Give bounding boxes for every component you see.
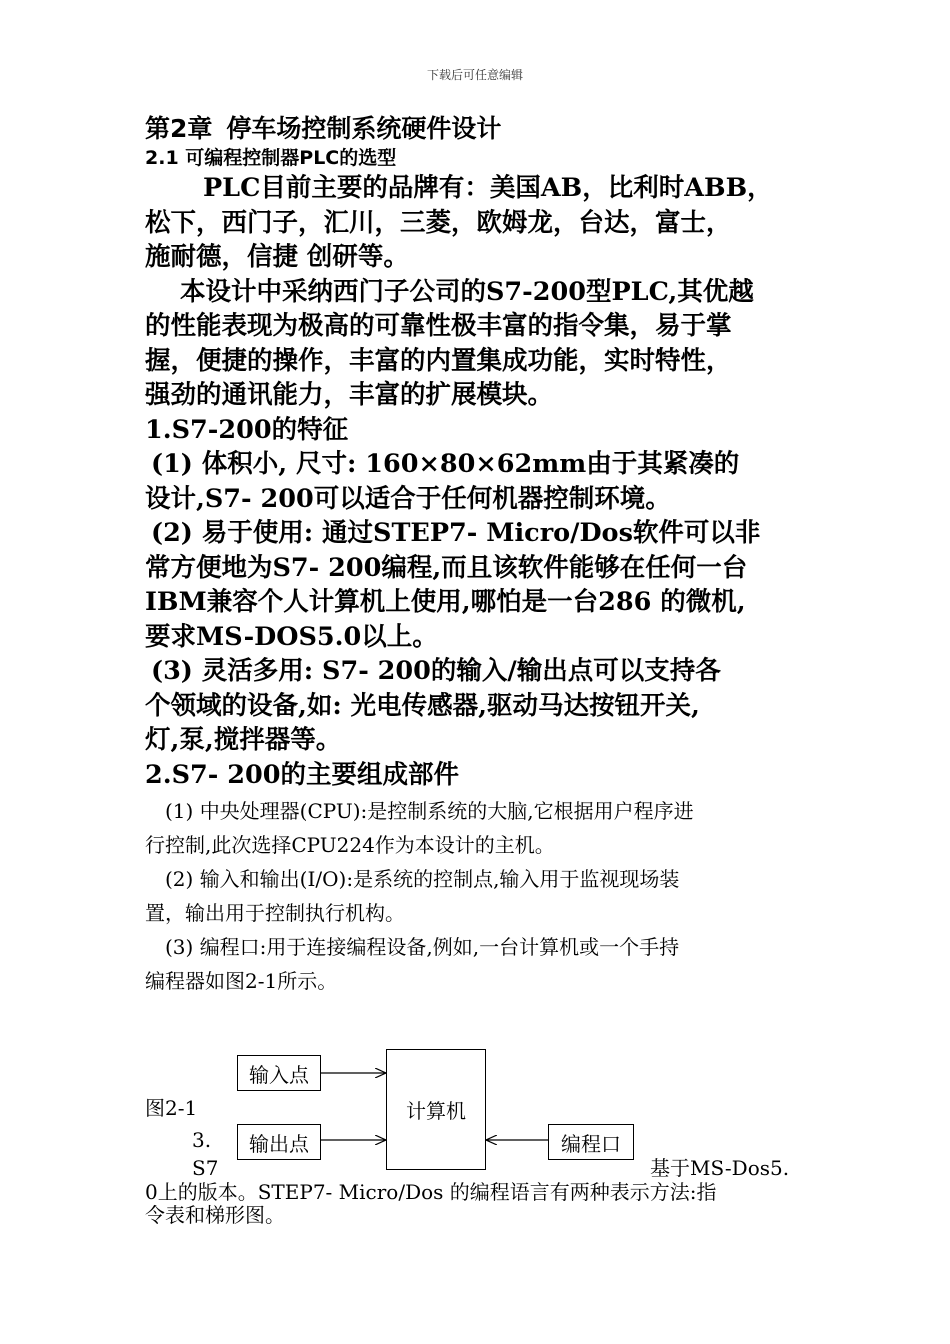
chapter-heading — [145, 112, 825, 146]
tail-s7: S7 — [192, 1156, 219, 1180]
tail-item-number: 3. — [192, 1128, 212, 1152]
para-choice-line4: 强劲的通讯能力，丰富的扩展模块。 — [145, 380, 554, 410]
chapter-title: 停车场控制系统硬件设计 — [226, 114, 502, 143]
feature-3-line1: (3) 灵活多用: S7- 200的输入/输出点可以支持各 — [151, 656, 721, 686]
feature-1-line2: 设计,S7- 200可以适合于任何机器控制环境。 — [145, 483, 671, 514]
part-1-line1: (1) 中央处理器(CPU):是控制系统的大脑,它根据用户程序进 — [165, 799, 694, 823]
feature-2-line1: (2) 易于使用: 通过STEP7- Micro/Dos软件可以非 — [151, 518, 761, 548]
para-choice-line2: 的性能表现为极高的可靠性极丰富的指令集，易于掌 — [145, 311, 732, 341]
tail-line-2: 0上的版本。STEP7- Micro/Dos 的编程语言有两种表示方法:指 — [145, 1180, 717, 1204]
para-brands-line1: PLC目前主要的品牌有：美国AB，比利时ABB， — [203, 173, 773, 203]
section-heading: 2.1 可编程控制器PLC的选型 — [145, 147, 397, 169]
part-2-line2: 置，输出用于控制执行机构。 — [145, 901, 405, 925]
para-choice-line3: 握，便捷的操作，丰富的内置集成功能，实时特性， — [145, 345, 732, 376]
feature-3-line3: 灯,泵,搅拌器等。 — [145, 725, 342, 755]
figure-2-1 — [0, 1040, 950, 1240]
box-output-points: 输出点 — [237, 1124, 321, 1160]
part-3-line2: 编程器如图2-1所示。 — [145, 969, 338, 993]
feature-2-line3: IBM兼容个人计算机上使用,哪怕是一台286 的微机, — [145, 587, 746, 617]
para-choice-line1: 本设计中采纳西门子公司的S7-200型PLC,其优越 — [180, 276, 754, 307]
feature-1-line1: (1) 体积小, 尺寸: 160×80×62mm由于其紧凑的 — [151, 449, 740, 479]
page-header: 下载后可任意编辑 — [426, 68, 523, 82]
features-heading: 1.S7-200的特征 — [145, 414, 349, 445]
para-brands-line2: 松下，西门子，汇川，三菱，欧姆龙，台达，富士， — [145, 207, 732, 238]
box-input-points: 输入点 — [237, 1055, 321, 1091]
feature-2-line4: 要求MS-DOS5.0以上。 — [145, 621, 438, 652]
parts-heading: 2.S7- 200的主要组成部件 — [145, 759, 459, 790]
box-programming-port: 编程口 — [548, 1124, 634, 1160]
para-brands-line3: 施耐德，信捷 创研等。 — [145, 242, 409, 272]
document-body — [145, 112, 825, 998]
tail-right-text: 基于MS-Dos5. — [650, 1156, 790, 1180]
feature-3-line2: 个领域的设备,如: 光电传感器,驱动马达按钮开关, — [145, 690, 700, 721]
part-3-line1: (3) 编程口:用于连接编程设备,例如,一台计算机或一个手持 — [165, 935, 680, 959]
figure-caption: 图2-1 — [145, 1096, 198, 1120]
part-2-line1: (2) 输入和输出(I/O):是系统的控制点,输入用于监视现场装 — [165, 867, 680, 891]
feature-2-line2: 常方便地为S7- 200编程,而且该软件能够在任何一台 — [145, 552, 748, 583]
chapter-number: 第2章 — [145, 114, 213, 143]
part-1-line2: 行控制,此次选择CPU224作为本设计的主机。 — [145, 833, 555, 857]
tail-line-3: 令表和梯形图。 — [145, 1203, 285, 1227]
box-computer: 计算机 — [386, 1049, 486, 1170]
